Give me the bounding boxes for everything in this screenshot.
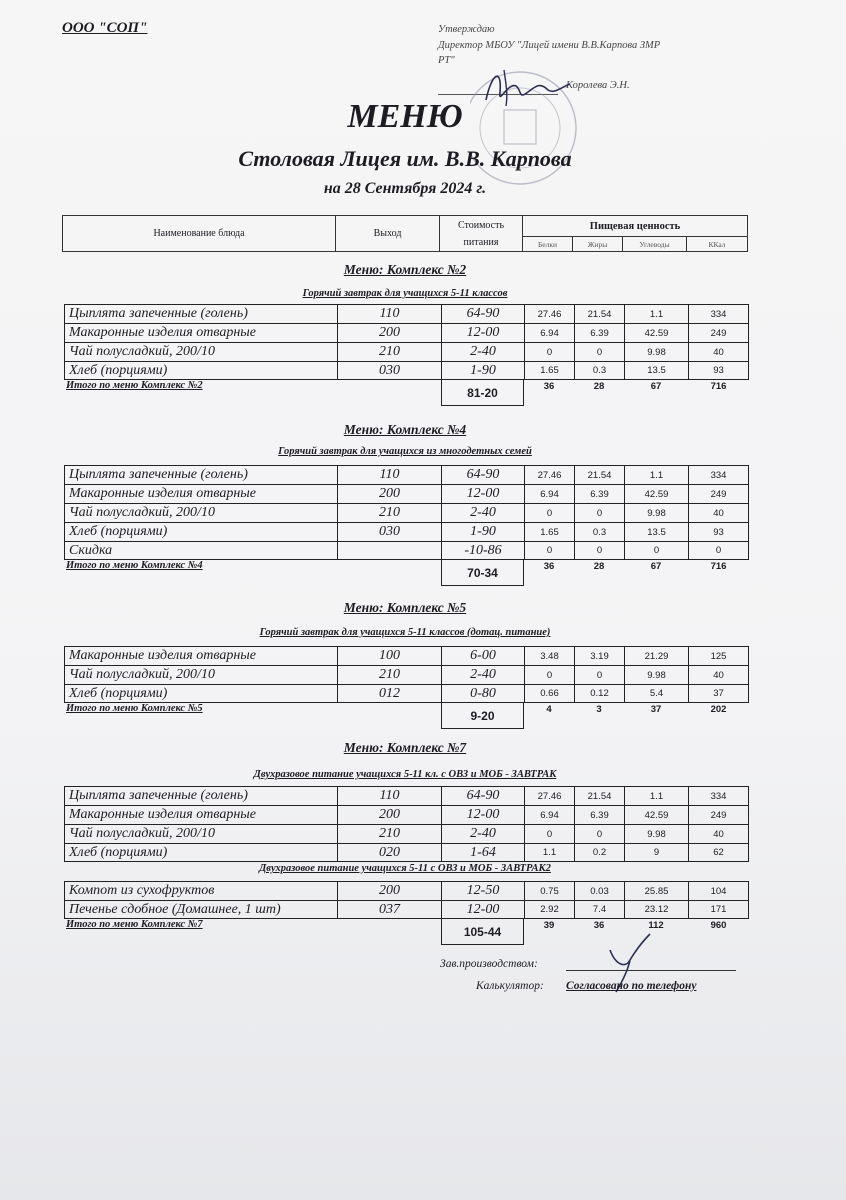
dish-price: 1-90: [441, 522, 524, 541]
dish-output: 100: [337, 646, 441, 665]
table-row: [64, 541, 749, 560]
dish-carbs: 23.12: [624, 900, 688, 919]
dish-output: 037: [337, 900, 441, 919]
total-price: 81-20: [441, 380, 524, 406]
dish-price: 1-64: [441, 843, 524, 862]
dish-proteins: 2.92: [524, 900, 574, 919]
dish-proteins: 27.46: [524, 465, 574, 484]
dish-fats: 21.54: [574, 304, 624, 323]
dish-carbs: 21.29: [624, 646, 688, 665]
dish-price: 12-00: [441, 484, 524, 503]
dish-price: -10-86: [441, 541, 524, 560]
dish-kcal: 249: [688, 805, 749, 824]
dish-output: 210: [337, 665, 441, 684]
dish-carbs: 13.5: [624, 522, 688, 541]
calc-label: Калькулятор:: [476, 980, 544, 992]
total-carbs: 67: [650, 381, 662, 392]
column-header-table: [62, 215, 748, 252]
dish-output: 030: [337, 361, 441, 380]
table-row: [64, 900, 749, 919]
table-row: [64, 646, 749, 665]
dish-carbs: 9: [624, 843, 688, 862]
dish-name: Хлеб (порциями): [64, 361, 337, 380]
total-kcal: 202: [710, 704, 727, 715]
table-row: [64, 323, 749, 342]
dish-proteins: 1.65: [524, 361, 574, 380]
table-row: [64, 786, 749, 805]
production-label: Зав.производством:: [440, 958, 538, 970]
table-row: [64, 342, 749, 361]
menu-table: [64, 646, 749, 723]
table-row: [64, 484, 749, 503]
section-total: [64, 380, 749, 400]
dish-price: 64-90: [441, 465, 524, 484]
dish-output: 200: [337, 484, 441, 503]
dish-output: 110: [337, 304, 441, 323]
table-row: [64, 522, 749, 541]
table-row: [64, 304, 749, 323]
dish-output: [337, 541, 441, 560]
section-subtitle: Двухразовое питание учащихся 5-11 кл. с ОВЗ и МОБ - ЗАВТРАК: [253, 769, 557, 780]
total-price: 70-34: [441, 560, 524, 586]
menu-table: [64, 304, 749, 400]
dish-carbs: 9.98: [624, 503, 688, 522]
dish-kcal: 171: [688, 900, 749, 919]
dish-price: 12-00: [441, 323, 524, 342]
dish-fats: 0.3: [574, 522, 624, 541]
dish-name: Чай полусладкий, 200/10: [64, 824, 337, 843]
total-label: Итого по меню Комплекс №5: [66, 703, 203, 714]
dish-fats: 0.12: [574, 684, 624, 703]
dish-carbs: 5.4: [624, 684, 688, 703]
dish-output: 200: [337, 323, 441, 342]
page-date: на 28 Сентября 2024 г.: [323, 180, 487, 197]
dish-carbs: 42.59: [624, 805, 688, 824]
total-kcal: 716: [710, 561, 727, 572]
dish-carbs: 0: [624, 541, 688, 560]
dish-output: 110: [337, 465, 441, 484]
total-fats: 36: [593, 920, 605, 931]
dish-fats: 0.03: [574, 881, 624, 900]
dish-kcal: 249: [688, 323, 749, 342]
total-price: 9-20: [441, 703, 524, 729]
total-label: Итого по меню Комплекс №4: [66, 560, 203, 571]
dish-fats: 0: [574, 541, 624, 560]
dish-output: 200: [337, 881, 441, 900]
dish-fats: 3.19: [574, 646, 624, 665]
dish-name: Макаронные изделия отварные: [64, 484, 337, 503]
section-subtitle: Горячий завтрак для учащихся 5-11 классов (дотац. питание): [259, 627, 551, 638]
dish-name: Хлеб (порциями): [64, 522, 337, 541]
dish-fats: 21.54: [574, 465, 624, 484]
dish-kcal: 40: [688, 503, 749, 522]
dish-kcal: 334: [688, 786, 749, 805]
dish-fats: 6.39: [574, 323, 624, 342]
dish-output: 210: [337, 824, 441, 843]
dish-name: Компот из сухофруктов: [64, 881, 337, 900]
section-subtitle: Горячий завтрак для учащихся из многодетных семей: [278, 446, 532, 457]
dish-output: 020: [337, 843, 441, 862]
dish-fats: 6.39: [574, 805, 624, 824]
dish-fats: 0.2: [574, 843, 624, 862]
total-kcal: 960: [710, 920, 727, 931]
dish-price: 64-90: [441, 304, 524, 323]
total-kcal: 716: [710, 381, 727, 392]
dish-kcal: 334: [688, 304, 749, 323]
dish-fats: 7.4: [574, 900, 624, 919]
dish-proteins: 0: [524, 541, 574, 560]
dish-kcal: 93: [688, 522, 749, 541]
total-label: Итого по меню Комплекс №2: [66, 380, 203, 391]
total-proteins: 36: [543, 381, 555, 392]
dish-kcal: 0: [688, 541, 749, 560]
dish-name: Цыплята запеченные (голень): [64, 304, 337, 323]
table-row: [64, 805, 749, 824]
dish-price: 2-40: [441, 665, 524, 684]
dish-carbs: 1.1: [624, 465, 688, 484]
dish-output: 200: [337, 805, 441, 824]
dish-kcal: 40: [688, 342, 749, 361]
table-row: [64, 503, 749, 522]
total-fats: 28: [593, 381, 605, 392]
dish-proteins: 0: [524, 824, 574, 843]
dish-carbs: 9.98: [624, 824, 688, 843]
table-row: [64, 665, 749, 684]
header-nutrition: Пищевая ценность: [523, 216, 748, 237]
dish-kcal: 62: [688, 843, 749, 862]
dish-output: 012: [337, 684, 441, 703]
dish-name: Печенье сдобное (Домашнее, 1 шт): [64, 900, 337, 919]
dish-fats: 0.3: [574, 361, 624, 380]
table-row: [64, 361, 749, 380]
dish-name: Чай полусладкий, 200/10: [64, 342, 337, 361]
dish-proteins: 3.48: [524, 646, 574, 665]
section-title: Меню: Комплекс №5: [343, 600, 467, 615]
dish-kcal: 334: [688, 465, 749, 484]
company-name: ООО "СОП": [62, 20, 148, 36]
dish-kcal: 37: [688, 684, 749, 703]
section-title: Меню: Комплекс №4: [343, 422, 467, 437]
table-row: [64, 881, 749, 900]
header-dish: Наименование блюда: [63, 216, 336, 252]
total-fats: 28: [593, 561, 605, 572]
dish-fats: 0: [574, 342, 624, 361]
dish-carbs: 1.1: [624, 786, 688, 805]
dish-kcal: 40: [688, 824, 749, 843]
total-fats: 3: [596, 704, 602, 715]
dish-carbs: 1.1: [624, 304, 688, 323]
approval-line-3: РТ": [438, 55, 455, 66]
approval-name: Королева Э.Н.: [566, 80, 630, 91]
dish-output: 210: [337, 503, 441, 522]
dish-proteins: 6.94: [524, 323, 574, 342]
header-carbs: Углеводы: [623, 237, 687, 252]
dish-price: 12-00: [441, 900, 524, 919]
dish-name: Хлеб (порциями): [64, 843, 337, 862]
menu-table: [64, 786, 749, 862]
section-total: [64, 703, 749, 723]
section-title: Меню: Комплекс №2: [343, 262, 467, 277]
dish-kcal: 249: [688, 484, 749, 503]
dish-fats: 6.39: [574, 484, 624, 503]
approval-line-1: Утверждаю: [438, 24, 495, 35]
dish-proteins: 0: [524, 342, 574, 361]
page-subtitle: Столовая Лицея им. В.В. Карпова: [238, 146, 572, 171]
total-proteins: 4: [546, 704, 552, 715]
dish-proteins: 0.75: [524, 881, 574, 900]
dish-price: 1-90: [441, 361, 524, 380]
dish-price: 2-40: [441, 503, 524, 522]
dish-proteins: 1.1: [524, 843, 574, 862]
dish-name: Хлеб (порциями): [64, 684, 337, 703]
approval-line-2: Директор МБОУ "Лицей имени В.В.Карпова ЗМР: [438, 40, 661, 51]
dish-proteins: 0.66: [524, 684, 574, 703]
dish-name: Макаронные изделия отварные: [64, 323, 337, 342]
total-carbs: 37: [650, 704, 662, 715]
dish-fats: 0: [574, 824, 624, 843]
header-kcal: ККал: [687, 237, 748, 252]
dish-price: 64-90: [441, 786, 524, 805]
header-proteins: Белки: [523, 237, 573, 252]
table-row: [64, 684, 749, 703]
dish-name: Цыплята запеченные (голень): [64, 465, 337, 484]
menu-table: [64, 465, 749, 580]
table-row: [64, 465, 749, 484]
section-title: Меню: Комплекс №7: [343, 740, 467, 755]
dish-carbs: 9.98: [624, 342, 688, 361]
header-cost-line2: питания: [463, 236, 499, 248]
dish-kcal: 125: [688, 646, 749, 665]
dish-proteins: 1.65: [524, 522, 574, 541]
dish-kcal: 104: [688, 881, 749, 900]
header-fats: Жиры: [573, 237, 623, 252]
dish-name: Макаронные изделия отварные: [64, 646, 337, 665]
dish-price: 12-50: [441, 881, 524, 900]
header-output: Выход: [336, 216, 440, 252]
calc-value: Согласовано по телефону: [566, 980, 697, 992]
dish-price: 12-00: [441, 805, 524, 824]
dish-price: 6-00: [441, 646, 524, 665]
dish-name: Макаронные изделия отварные: [64, 805, 337, 824]
dish-proteins: 0: [524, 503, 574, 522]
dish-carbs: 9.98: [624, 665, 688, 684]
page-title: МЕНЮ: [347, 98, 463, 135]
dish-fats: 0: [574, 665, 624, 684]
dish-price: 2-40: [441, 342, 524, 361]
dish-carbs: 42.59: [624, 484, 688, 503]
total-price: 105-44: [441, 919, 524, 945]
dish-proteins: 27.46: [524, 304, 574, 323]
dish-price: 2-40: [441, 824, 524, 843]
header-cost-line1: Стоимость: [457, 219, 505, 231]
total-carbs: 67: [650, 561, 662, 572]
dish-carbs: 13.5: [624, 361, 688, 380]
total-proteins: 39: [543, 920, 555, 931]
dish-output: 030: [337, 522, 441, 541]
table-row: [64, 824, 749, 843]
table-row: [64, 843, 749, 862]
dish-fats: 21.54: [574, 786, 624, 805]
total-label: Итого по меню Комплекс №7: [66, 919, 203, 930]
dish-name: Скидка: [64, 541, 337, 560]
dish-proteins: 27.46: [524, 786, 574, 805]
dish-proteins: 6.94: [524, 484, 574, 503]
total-carbs: 112: [648, 920, 664, 931]
dish-price: 0-80: [441, 684, 524, 703]
dish-proteins: 6.94: [524, 805, 574, 824]
section-subtitle-2: Двухразовое питание учащихся 5-11 с ОВЗ и МОБ - ЗАВТРАК2: [259, 863, 551, 874]
dish-carbs: 25.85: [624, 881, 688, 900]
dish-kcal: 40: [688, 665, 749, 684]
dish-carbs: 42.59: [624, 323, 688, 342]
header-cost: [440, 216, 523, 252]
section-subtitle: Горячий завтрак для учащихся 5-11 классов: [302, 288, 508, 299]
section-total: [64, 560, 749, 580]
dish-name: Чай полусладкий, 200/10: [64, 665, 337, 684]
dish-output: 110: [337, 786, 441, 805]
total-proteins: 36: [543, 561, 555, 572]
dish-proteins: 0: [524, 665, 574, 684]
dish-name: Цыплята запеченные (голень): [64, 786, 337, 805]
dish-output: 210: [337, 342, 441, 361]
dish-fats: 0: [574, 503, 624, 522]
dish-name: Чай полусладкий, 200/10: [64, 503, 337, 522]
dish-kcal: 93: [688, 361, 749, 380]
